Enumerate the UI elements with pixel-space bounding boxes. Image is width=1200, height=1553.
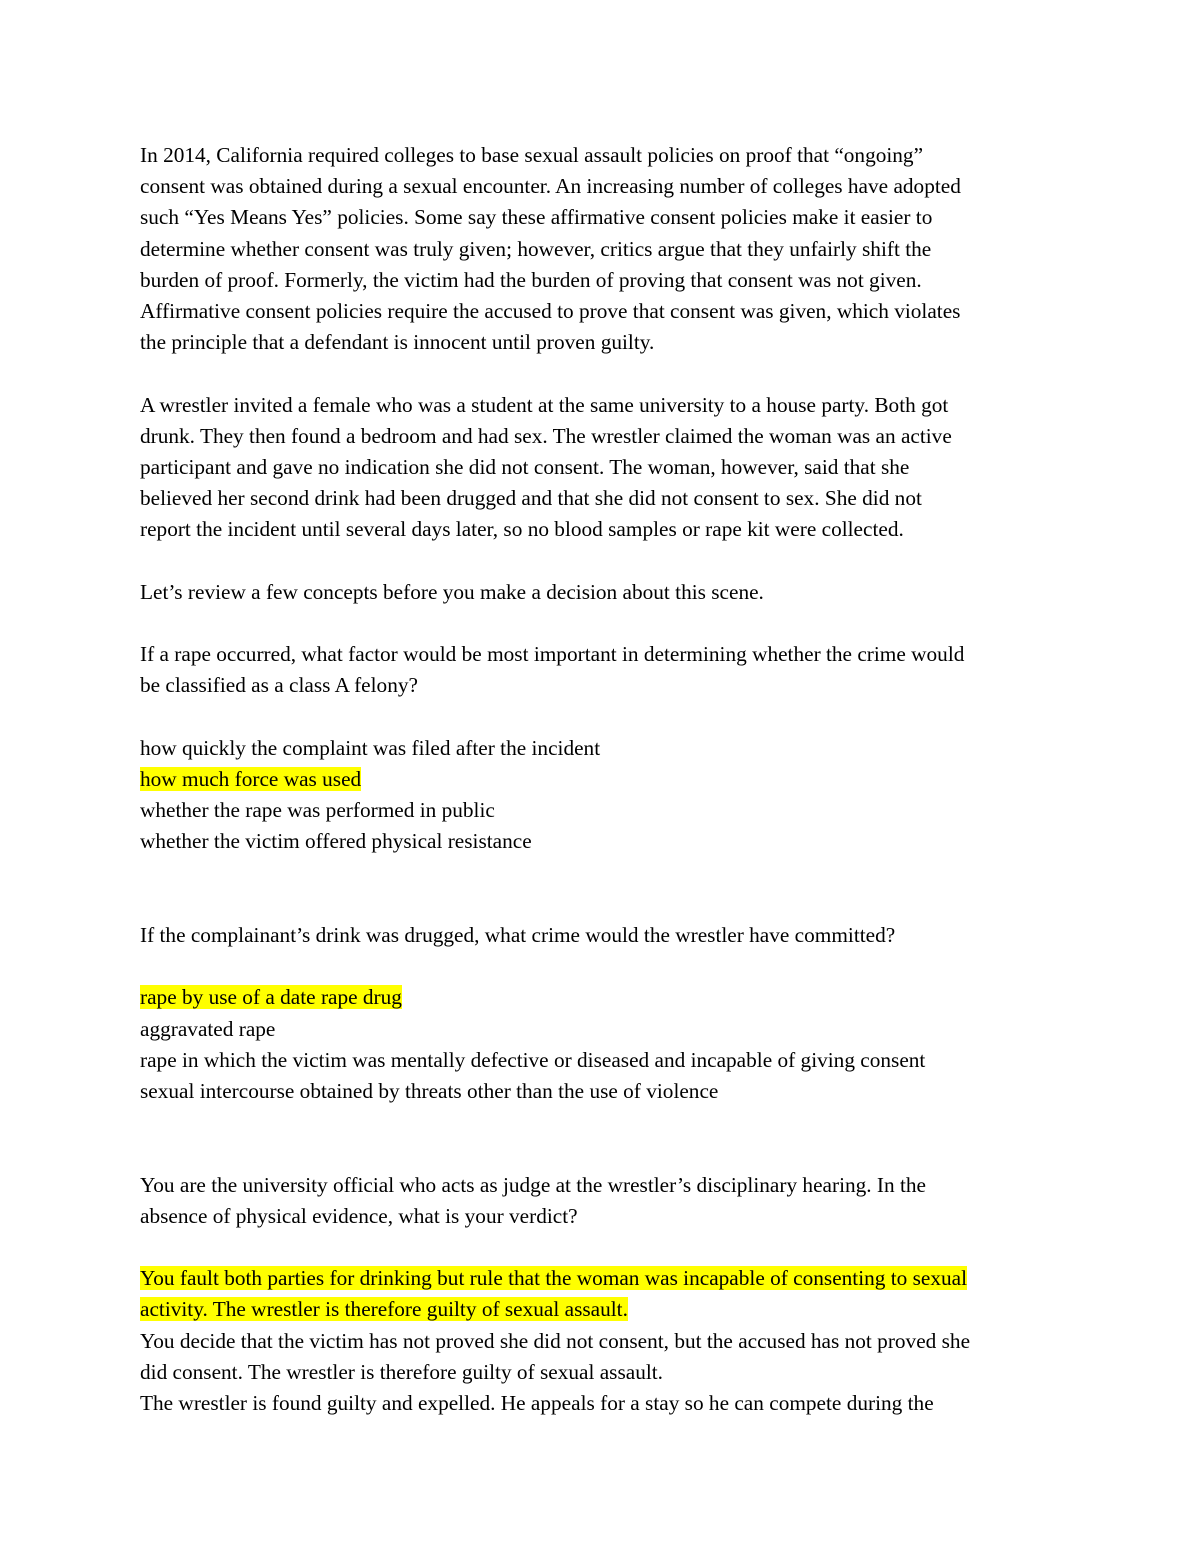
question-1-line: be classified as a class A felony? xyxy=(140,673,418,698)
question-1-line: If a rape occurred, what factor would be most important in determining whether the crime would xyxy=(140,642,965,667)
highlighted-answer: how much force was used xyxy=(140,767,362,791)
question-3-options xyxy=(140,1263,1070,1419)
question-3-line: absence of physical evidence, what is your verdict? xyxy=(140,1203,578,1228)
review-line: Let’s review a few concepts before you make a decision about this scene. xyxy=(140,579,764,604)
answer-option: aggravated rape xyxy=(140,1016,276,1041)
scenario-line: believed her second drink had been drugged and that she did not consent to sex. She did not xyxy=(140,486,922,511)
highlighted-answer: activity. The wrestler is therefore guilty of sexual assault. xyxy=(140,1297,628,1322)
answer-option: did consent. The wrestler is therefore guilty of sexual assault. xyxy=(140,1359,664,1384)
scenario-paragraph xyxy=(140,390,1070,546)
scenario-line: drunk. They then found a bedroom and had sex. The wrestler claimed the woman was an active xyxy=(140,423,952,448)
scenario-line: participant and gave no indication she did not consent. The woman, however, said that she xyxy=(140,455,910,480)
question-1 xyxy=(140,639,1070,701)
intro-line: burden of proof. Formerly, the victim had the burden of proving that consent was not given. xyxy=(140,267,922,292)
spacer xyxy=(140,858,1070,920)
spacer xyxy=(140,608,1070,639)
spacer xyxy=(140,951,1070,982)
answer-option: whether the victim offered physical resistance xyxy=(140,829,532,854)
answer-option-selected xyxy=(140,1294,1070,1325)
answer-option: The wrestler is found guilty and expelled. He appeals for a stay so he can compete during the xyxy=(140,1391,934,1415)
answer-option-selected xyxy=(140,764,1070,795)
intro-line: determine whether consent was truly given; however, critics argue that they unfairly shift the xyxy=(140,236,932,261)
intro-line: the principle that a defendant is innocent until proven guilty. xyxy=(140,330,655,355)
answer-option: how quickly the complaint was filed after the incident xyxy=(140,735,601,760)
question-2-options xyxy=(140,982,1070,1107)
question-3-line: You are the university official who acts as judge at the wrestler’s disciplinary hearing. In the xyxy=(140,1172,927,1197)
answer-option-selected xyxy=(140,1263,1070,1294)
answer-option: You decide that the victim has not proved she did not consent, but the accused has not proved she xyxy=(140,1328,971,1353)
answer-option: whether the rape was performed in public xyxy=(140,798,495,823)
answer-option: sexual intercourse obtained by threats other than the use of violence xyxy=(140,1079,719,1103)
question-1-options xyxy=(140,733,1070,858)
intro-paragraph xyxy=(140,140,1070,358)
question-3 xyxy=(140,1170,1070,1232)
spacer xyxy=(140,1232,1070,1263)
question-2-line: If the complainant’s drink was drugged, what crime would the wrestler have committed? xyxy=(140,923,896,947)
scenario-line: report the incident until several days later, so no blood samples or rape kit were collected. xyxy=(140,517,904,542)
highlighted-answer: rape by use of a date rape drug xyxy=(140,985,402,1010)
answer-option: rape in which the victim was mentally defective or diseased and incapable of giving consent xyxy=(140,1047,926,1072)
spacer xyxy=(140,358,1070,389)
intro-line: consent was obtained during a sexual encounter. An increasing number of colleges have adopted xyxy=(140,174,961,199)
document-page xyxy=(140,140,1070,1419)
answer-option-selected xyxy=(140,982,1070,1013)
question-2 xyxy=(140,920,1070,951)
intro-line: such “Yes Means Yes” policies. Some say these affirmative consent policies make it easier to xyxy=(140,205,933,230)
spacer xyxy=(140,1107,1070,1169)
intro-line: Affirmative consent policies require the accused to prove that consent was given, which violates xyxy=(140,299,961,324)
scenario-line: A wrestler invited a female who was a student at the same university to a house party. Both got xyxy=(140,392,949,417)
intro-line: In 2014, California required colleges to base sexual assault policies on proof that “ongoing” xyxy=(140,143,924,167)
spacer xyxy=(140,546,1070,577)
review-paragraph xyxy=(140,577,1070,608)
spacer xyxy=(140,702,1070,733)
highlighted-answer: You fault both parties for drinking but rule that the woman was incapable of consenting to sexual xyxy=(140,1266,968,1291)
